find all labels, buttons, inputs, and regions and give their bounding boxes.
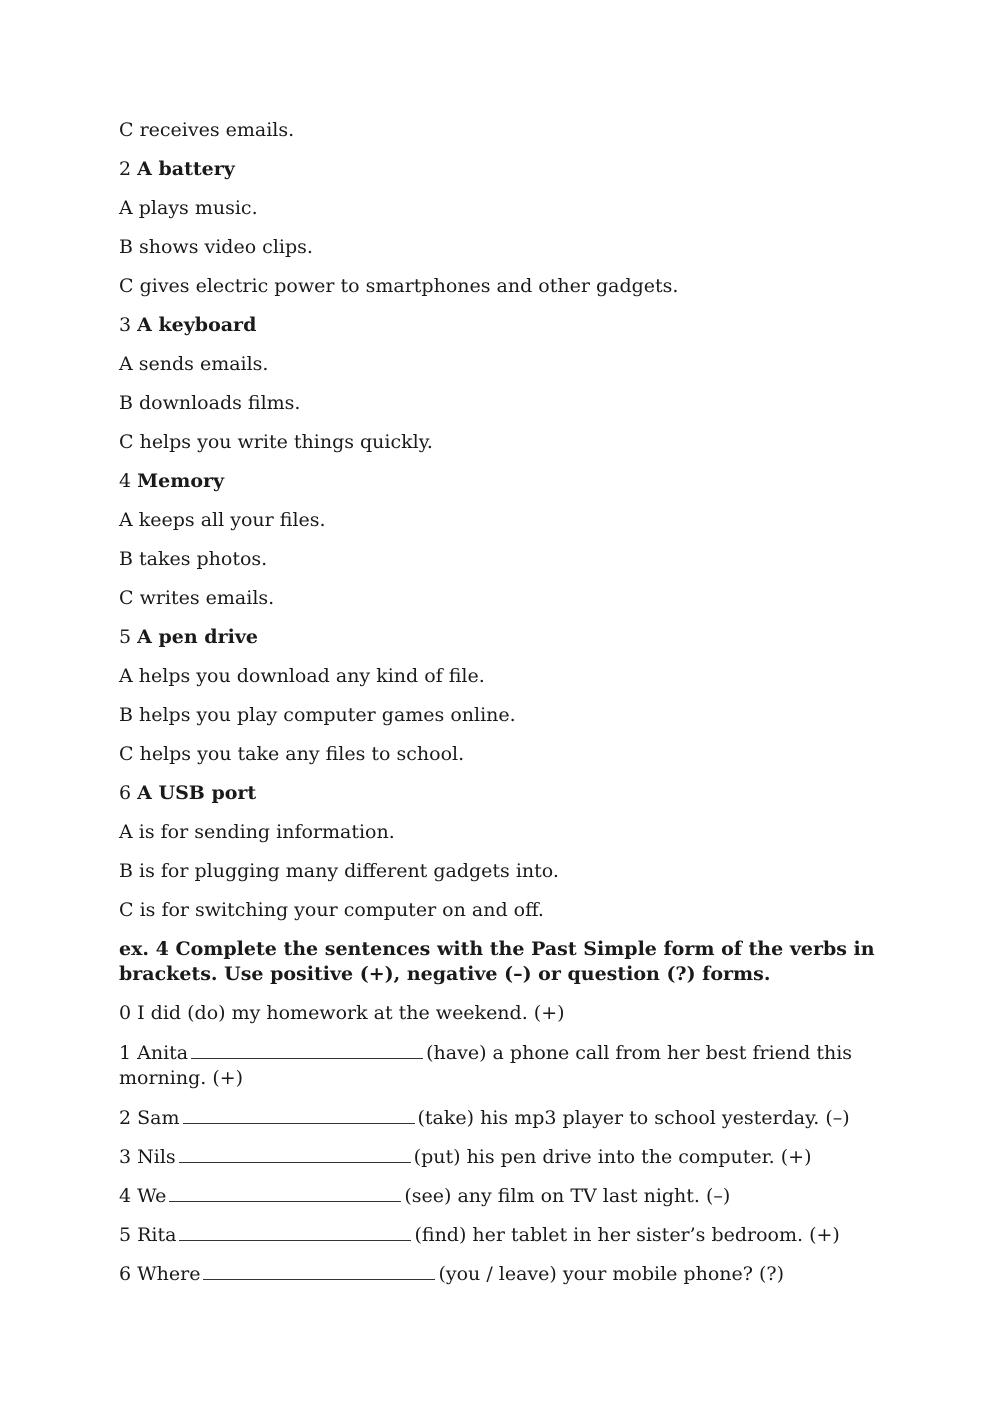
option-5a: A helps you download any kind of file. <box>119 665 485 687</box>
option-4c: C writes emails. <box>119 587 275 609</box>
question-number: 3 <box>119 314 132 336</box>
question-term: A USB port <box>137 782 257 804</box>
question-number: 6 <box>119 782 132 804</box>
answer-blank[interactable] <box>169 1183 401 1202</box>
answer-blank[interactable] <box>179 1222 411 1241</box>
question-2-title <box>119 157 879 196</box>
item-subject: 6 Where <box>119 1263 201 1285</box>
item-rest: (find) her tablet in her sister’s bedroom. (+) <box>414 1224 840 1246</box>
question-term: A battery <box>137 158 235 180</box>
exercise-4-item-3 <box>119 1144 879 1183</box>
option-6b: B is for plugging many different gadgets into. <box>119 860 559 882</box>
answer-blank[interactable] <box>191 1040 423 1059</box>
option-2c: C gives electric power to smartphones and other gadgets. <box>119 275 679 297</box>
exercise-4-item-1 <box>119 1040 879 1091</box>
question-4-title <box>119 469 879 508</box>
question-number: 4 <box>119 470 132 492</box>
option-3c: C helps you write things quickly. <box>119 431 433 453</box>
answer-blank[interactable] <box>179 1144 411 1163</box>
option-6a: A is for sending information. <box>119 821 395 843</box>
question-term: A pen drive <box>137 626 258 648</box>
exercise-4-item-5 <box>119 1222 879 1261</box>
exercise-4-item-6 <box>119 1261 879 1300</box>
item-rest: (take) his mp3 player to school yesterday. (–) <box>417 1107 850 1129</box>
answer-blank[interactable] <box>183 1105 415 1124</box>
option-1c: C receives emails. <box>119 119 295 141</box>
exercise-4-item-2 <box>119 1105 879 1144</box>
item-subject: 5 Rita <box>119 1224 177 1246</box>
item-rest: (you / leave) your mobile phone? (?) <box>438 1263 784 1285</box>
exercise-4-item-4 <box>119 1183 879 1222</box>
option-4a: A keeps all your files. <box>119 509 326 531</box>
question-term: Memory <box>137 470 225 492</box>
item-subject: 1 Anita <box>119 1042 189 1064</box>
question-5-title <box>119 625 879 664</box>
worksheet-page <box>119 118 879 1300</box>
item-rest: (see) any film on TV last night. (–) <box>404 1185 731 1207</box>
question-number: 5 <box>119 626 132 648</box>
option-5c: C helps you take any files to school. <box>119 743 465 765</box>
item-subject: 3 Nils <box>119 1146 176 1168</box>
option-3b: B downloads films. <box>119 392 301 414</box>
question-6-title <box>119 781 879 820</box>
option-6c: C is for switching your computer on and off. <box>119 899 544 921</box>
item-rest: (put) his pen drive into the computer. (+) <box>413 1146 812 1168</box>
option-4b: B takes photos. <box>119 548 268 570</box>
exercise-4-example: 0 I did (do) my homework at the weekend. (+) <box>119 1002 565 1024</box>
item-subject: 2 Sam <box>119 1107 180 1129</box>
question-3-title <box>119 313 879 352</box>
item-rest: (have) a phone call from her best friend this morning. (+) <box>119 1042 853 1089</box>
answer-blank[interactable] <box>203 1261 435 1280</box>
exercise-4-heading: ex. 4 Complete the sentences with the Past Simple form of the verbs in brackets. Use positive (+), negative (–) or question (?) forms. <box>119 938 875 985</box>
question-term: A keyboard <box>137 314 257 336</box>
option-3a: A sends emails. <box>119 353 269 375</box>
item-subject: 4 We <box>119 1185 167 1207</box>
option-5b: B helps you play computer games online. <box>119 704 516 726</box>
question-number: 2 <box>119 158 132 180</box>
option-2a: A plays music. <box>119 197 258 219</box>
option-2b: B shows video clips. <box>119 236 313 258</box>
